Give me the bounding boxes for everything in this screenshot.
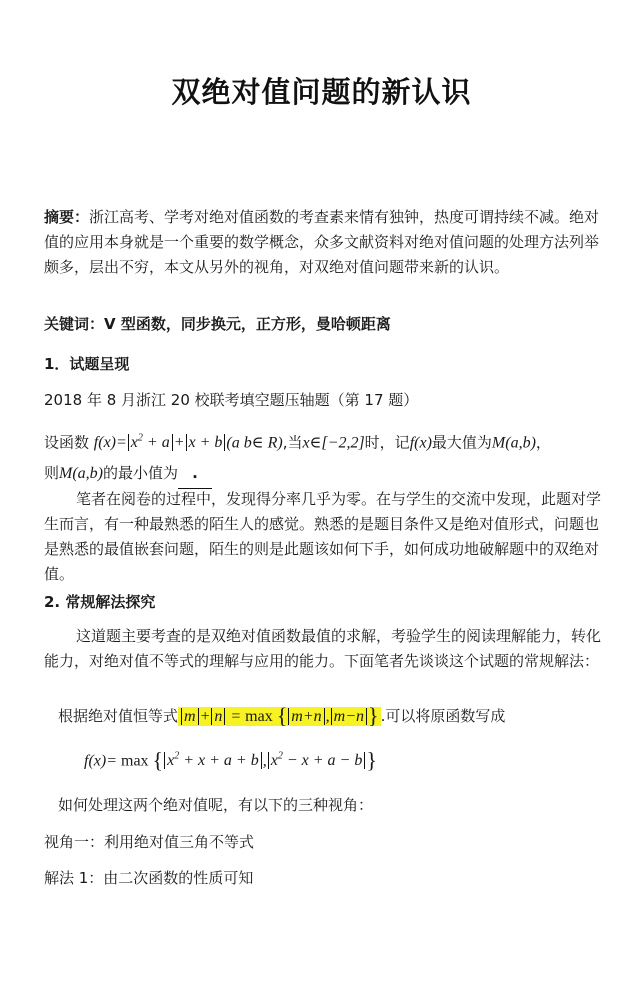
- identity-tail: .可以将原函数写成: [380, 707, 506, 725]
- problem-text-e: 最大值为: [431, 433, 492, 452]
- problem-text-c: ,当: [282, 433, 303, 452]
- identity-lead: 根据绝对值恒等式: [58, 707, 179, 725]
- keywords: 关键词：V 型函数，同步换元，正方形，曼哈顿距离: [44, 315, 391, 333]
- identity-formula-highlight: m + n = max { m+n , m−n }: [178, 707, 381, 726]
- problem-text-d: 时，记: [364, 433, 410, 452]
- identity-line: [58, 702, 618, 731]
- problem-source: 2018 年 8 月浙江 20 校联考填空题压轴题（第 17 题）: [44, 391, 419, 409]
- paragraph-reflection: 笔者在阅卷的过程中，发现得分率几乎为零。在与学生的交流中发现，此题对学生而言，有一种最熟悉的陌生人的感觉。熟悉的是题目条件又是绝对值形式，问题也是熟悉的最值嵌套问题，陌生的则是此题该如何下手，如何成功地破解题中的双绝对值。: [44, 490, 602, 583]
- interval-formula: x∈[−2,2]: [302, 434, 365, 452]
- parameter-domain: a b∈ R: [231, 434, 278, 452]
- abstract: [44, 205, 604, 280]
- abstract-label: 摘要：: [44, 208, 90, 226]
- problem-text-f: ，: [535, 433, 551, 452]
- M-symbol: M(a,b): [491, 434, 536, 452]
- answer-blank: .: [178, 458, 212, 489]
- paragraph-method: 这道题主要考查的是双绝对值函数最值的求解，考验学生的阅读理解能力，转化能力，对绝对值不等式的理解与应用的能力。下面笔者先谈谈这个试题的常规解法：: [44, 627, 602, 670]
- M-symbol-2: M(a,b): [59, 465, 103, 483]
- view-one: 视角一：利用绝对值三角不等式: [44, 833, 255, 851]
- section2-heading: 2. 常规解法探究: [44, 593, 156, 611]
- problem-statement: 设函数 $f(x)= x^2 + a + x + b$ (a b∈ R),当x∈[−2,2]时，记f(x)最大值为M(a,b)， 则M(a,b)的最小值为 .: [44, 424, 604, 489]
- section1-heading: 1．试题呈现: [44, 355, 130, 373]
- page-title: 双绝对值问题的新认识: [171, 75, 472, 109]
- problem-text-h: 的最小值为: [103, 464, 179, 483]
- problem-text-a: 设函数: [44, 433, 90, 452]
- function-formula: $f(x)= x^2 + a + x + b$: [94, 434, 227, 451]
- rewritten-function: f(x)= max { $x^2 + x + a + b$ , $x^2 - x + a - b$ }: [84, 747, 377, 773]
- three-views-question: 如何处理这两个绝对值呢，有以下的三种视角：: [58, 796, 374, 814]
- solution-one: 解法 1：由二次函数的性质可知: [44, 869, 254, 887]
- abstract-text: 浙江高考、学考对绝对值函数的考查素来情有独钟，热度可谓持续不减。绝对值的应用本身就是一个重要的数学概念，众多文献资料对绝对值问题的处理方法列举颇多，层出不穷，本文从另外的视角，对双绝对值问题带来新的认识。: [44, 208, 600, 276]
- fx-symbol: f(x): [409, 434, 432, 452]
- problem-text-g: 则: [44, 464, 60, 483]
